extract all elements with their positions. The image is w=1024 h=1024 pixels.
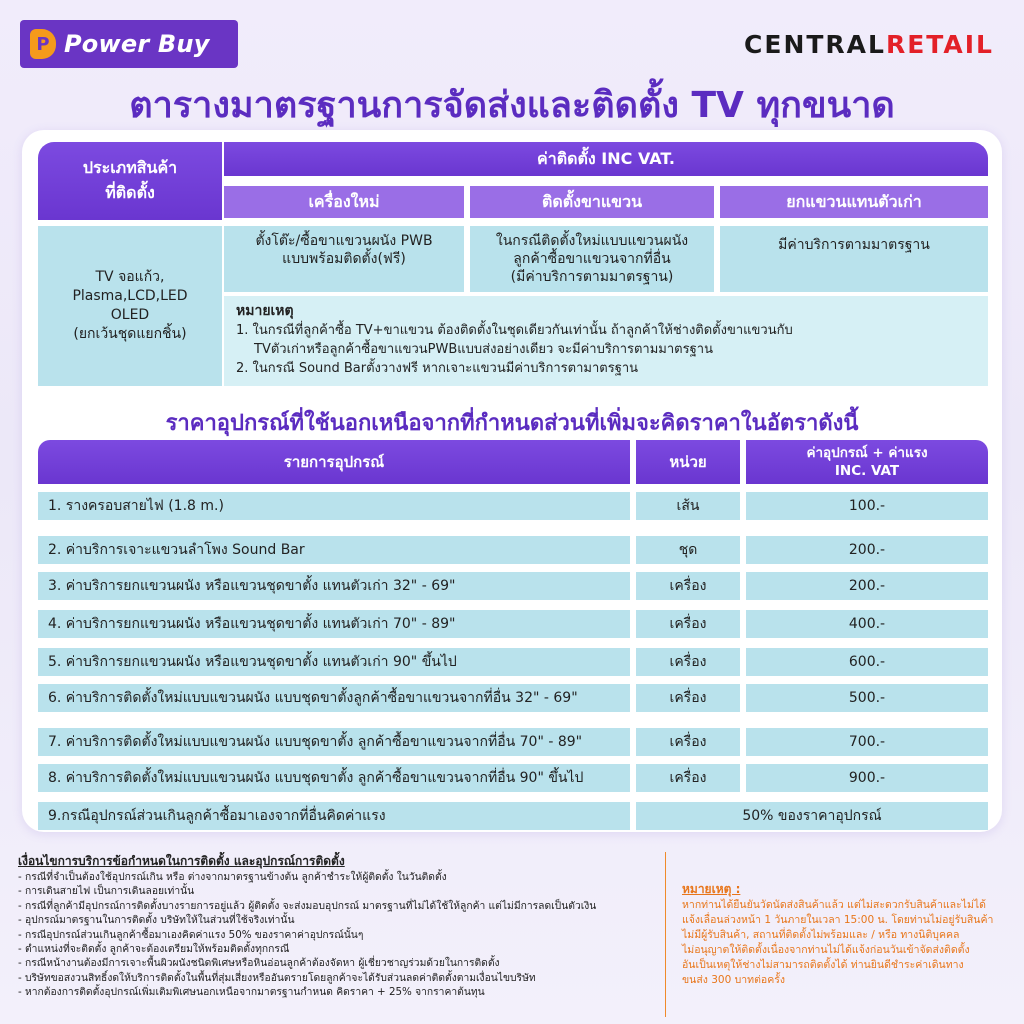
- product-type-header-line2: ที่ติดตั้ง: [105, 183, 155, 202]
- product-type-header: [38, 142, 222, 220]
- replace-desc-line: มีค่าบริการตามมาตรฐาน: [778, 237, 930, 253]
- remark-title: หมายเหตุ :: [682, 882, 741, 896]
- new-machine-desc: [224, 226, 464, 292]
- orange-divider: [665, 852, 666, 1017]
- condition-item: - กรณีอุปกรณ์ส่วนเกินลูกค้าซื้อมาเองคิดค่าแรง 50% ของราคาค่าอุปกรณ์นั้นๆ: [18, 928, 364, 941]
- section-subtitle: ราคาอุปกรณ์ที่ใช้นอกเหนือจากที่กำหนดส่วนที่เพิ่มจะคิดราคาในอัตราดังนี้: [165, 411, 859, 436]
- install-note-title: หมายเหตุ: [236, 303, 294, 319]
- col-price-header-line2: INC. VAT: [834, 463, 900, 479]
- col-replace-old: ยกแขวนแทนตัวเก่า: [720, 186, 988, 218]
- install-note-box: [224, 296, 988, 386]
- table-row-item: 7. ค่าบริการติดตั้งใหม่แบบแขวนผนัง แบบชุดขาตั้ง ลูกค้าซื้อขาแขวนจากที่อื่น 70" - 89": [38, 728, 630, 756]
- table-row-unit: เครื่อง: [636, 764, 740, 792]
- table-row-item: 1. รางครอบสายไฟ (1.8 m.): [38, 492, 630, 520]
- bracket-desc-line: (มีค่าบริการตามมาตรฐาน): [510, 269, 674, 285]
- page-title: ตารางมาตรฐานการจัดส่งและติดตั้ง TV ทุกขนาด: [129, 85, 895, 126]
- product-type-line: OLED: [110, 307, 150, 323]
- condition-item: - กรณีที่จำเป็นต้องใช้อุปกรณ์เกิน หรือ ต่างจากมาตรฐานข้างต้น ลูกค้าชำระให้ผู้ติดตั้ง ในวันติดตั้ง: [18, 871, 447, 883]
- table-row-price: 100.-: [746, 492, 988, 520]
- powerbuy-wordmark: Power Buy: [64, 30, 210, 58]
- condition-item: - บริษัทขอสงวนสิทธิ์งดให้บริการติดตั้งในพื้นที่สุ่มเสี่ยงหรืออันตรายโดยลูกค้าจะได้รับส่วนลดค่าติดตั้งตามเงื่อนไขบริษัท: [18, 971, 536, 984]
- powerbuy-logo: [20, 20, 238, 68]
- powerbuy-p-icon: P: [30, 29, 56, 59]
- retail-wordmark: RETAIL: [885, 30, 994, 59]
- remark-line: ไม่อนุญาตให้ติดตั้งเนื่องจากท่านไม่ได้แจ้งก่อนวันเข้าจัดส่งติดตั้ง: [682, 944, 970, 956]
- col-price-header: [746, 440, 988, 484]
- table-row-unit: เครื่อง: [636, 684, 740, 712]
- condition-item: - กรณีหน้างานต้องมีการเจาะพื้นผิวผนังชนิดพิเศษหรือหินอ่อนลูกค้าต้องจัดหา ผู้เชี่ยวชาญร่วมด้วยในการติดตั้ง: [18, 957, 500, 970]
- remark-line: ไม่มีผู้รับสินค้า, สถานที่ติดตั้งไม่พร้อมและ / หรือ ทางนิติบุคคล: [682, 929, 960, 941]
- table-row-price: 200.-: [746, 572, 988, 600]
- remark-body: [682, 898, 1000, 988]
- table-row-price: 500.-: [746, 684, 988, 712]
- col-item-header: รายการอุปกรณ์: [38, 440, 630, 484]
- install-cost-header: ค่าติดตั้ง INC VAT.: [224, 142, 988, 176]
- table-row-item: 8. ค่าบริการติดตั้งใหม่แบบแขวนผนัง แบบชุดขาตั้ง ลูกค้าซื้อขาแขวนจากที่อื่น 90" ขึ้นไป: [38, 764, 630, 792]
- conditions-title: เงื่อนไขการบริการข้อกำหนดในการติดตั้ง และอุปกรณ์การติดตั้ง: [18, 854, 345, 868]
- table-row-price: 900.-: [746, 764, 988, 792]
- replace-old-desc: [720, 226, 988, 292]
- table-row-item: 9.กรณีอุปกรณ์ส่วนเกินลูกค้าซื้อมาเองจากที่อื่นคิดค่าแรง: [38, 802, 630, 830]
- new-machine-desc-line: แบบพร้อมติดตั้ง(ฟรี): [282, 251, 406, 267]
- central-wordmark: CENTRAL: [744, 30, 886, 59]
- table-row-labor-rate: 50% ของราคาอุปกรณ์: [636, 802, 988, 830]
- table-row-unit: เครื่อง: [636, 572, 740, 600]
- product-type-line: Plasma,LCD,LED: [72, 288, 188, 304]
- bracket-desc-line: ลูกค้าซื้อขาแขวนจากที่อื่น: [513, 251, 671, 267]
- remark-line: ขนส่ง 300 บาทต่อครั้ง: [682, 974, 786, 986]
- remark-line: หากท่านได้ยืนยันวัดนัดส่งสินค้าแล้ว แต่ไม่สะดวกรับสินค้าและไม่ได้: [682, 899, 986, 911]
- install-note-line: TVตัวเก่าหรือลูกค้าซื้อขาแขวนPWBแบบส่งอย่างเดียว จะมีค่าบริการตามมาตรฐาน: [254, 342, 713, 357]
- condition-item: - หากต้องการติดตั้งอุปกรณ์เพิ่มเติมพิเศษนอกเหนือจากมาตรฐานกำหนด คิดราคา + 25% จากราคาต้นทุน: [18, 986, 485, 999]
- table-row-unit: เครื่อง: [636, 728, 740, 756]
- product-type-line: TV จอแก้ว,: [95, 269, 165, 285]
- col-price-header-line1: ค่าอุปกรณ์ + ค่าแรง: [806, 445, 928, 461]
- table-row-price: 700.-: [746, 728, 988, 756]
- table-row-item: 2. ค่าบริการเจาะแขวนลำโพง Sound Bar: [38, 536, 630, 564]
- table-row-unit: ชุด: [636, 536, 740, 564]
- table-row-price: 200.-: [746, 536, 988, 564]
- table-row-unit: เครื่อง: [636, 610, 740, 638]
- product-type-header-line1: ประเภทสินค้า: [82, 158, 178, 177]
- remark-line: อันเป็นเหตุให้ช่างไม่สามารถติดตั้งได้ ท่านยินดีชำระค่าเดินทาง: [682, 959, 964, 971]
- table-row-item: 3. ค่าบริการยกแขวนผนัง หรือแขวนชุดขาตั้ง แทนตัวเก่า 32" - 69": [38, 572, 630, 600]
- content-card: [22, 130, 1002, 832]
- product-type-cell: [38, 226, 222, 386]
- table-row-item: 4. ค่าบริการยกแขวนผนัง หรือแขวนชุดขาตั้ง แทนตัวเก่า 70" - 89": [38, 610, 630, 638]
- remark-line: แจ้งเลื่อนล่วงหน้า 1 วันภายในเวลา 15:00 น. โดยท่านไม่อยู่รับสินค้า: [682, 914, 994, 926]
- table-row-unit: เส้น: [636, 492, 740, 520]
- condition-item: - กรณีที่ลูกค้ามีอุปกรณ์การติดตั้งบางรายการอยู่แล้ว ผู้ติดตั้ง จะส่งมอบอุปกรณ์ มาตรฐานที่ไม่ได้ใช้ให้ลูกค้า แต่ไม่มีการลดเป็นตัวเงิน: [18, 899, 597, 912]
- condition-item: - อุปกรณ์มาตรฐานในการติดตั้ง บริษัทให้ในส่วนที่ใช้จริงเท่านั้น: [18, 914, 295, 927]
- table-row-unit: เครื่อง: [636, 648, 740, 676]
- condition-item: - การเดินสายไฟ เป็นการเดินลอยเท่านั้น: [18, 885, 195, 898]
- central-retail-logo: [744, 30, 994, 59]
- install-note-line: 2. ในกรณี Sound Barตั้งวางฟรี หากเจาะแขวนมีค่าบริการตามาตรฐาน: [236, 361, 639, 376]
- conditions-list: [18, 870, 658, 1000]
- col-unit-header: หน่วย: [636, 440, 740, 484]
- table-row-price: 400.-: [746, 610, 988, 638]
- condition-item: - ตำแหน่งที่จะติดตั้ง ลูกค้าจะต้องเตรียมให้พร้อมติดตั้งทุกกรณี: [18, 943, 290, 956]
- new-machine-desc-line: ตั้งโต๊ะ/ซื้อขาแขวนผนัง PWB: [255, 233, 433, 249]
- install-note-line: 1. ในกรณีที่ลูกค้าซื้อ TV+ขาแขวน ต้องติดตั้งในชุดเดียวกันเท่านั้น ถ้าลูกค้าให้ช่างติดตั้งขาแขวนกับ: [236, 323, 793, 338]
- product-type-line: (ยกเว้นชุดแยกชิ้น): [73, 326, 187, 342]
- bracket-desc-line: ในกรณีติดตั้งใหม่แบบแขวนผนัง: [495, 233, 689, 249]
- table-row-item: 6. ค่าบริการติดตั้งใหม่แบบแขวนผนัง แบบชุดขาตั้งลูกค้าซื้อขาแขวนจากที่อื่น 32" - 69": [38, 684, 630, 712]
- col-bracket-install: ติดตั้งขาแขวน: [470, 186, 714, 218]
- table-row-item: 5. ค่าบริการยกแขวนผนัง หรือแขวนชุดขาตั้ง แทนตัวเก่า 90" ขึ้นไป: [38, 648, 630, 676]
- table-row-price: 600.-: [746, 648, 988, 676]
- col-new-machine: เครื่องใหม่: [224, 186, 464, 218]
- bracket-install-desc: [470, 226, 714, 292]
